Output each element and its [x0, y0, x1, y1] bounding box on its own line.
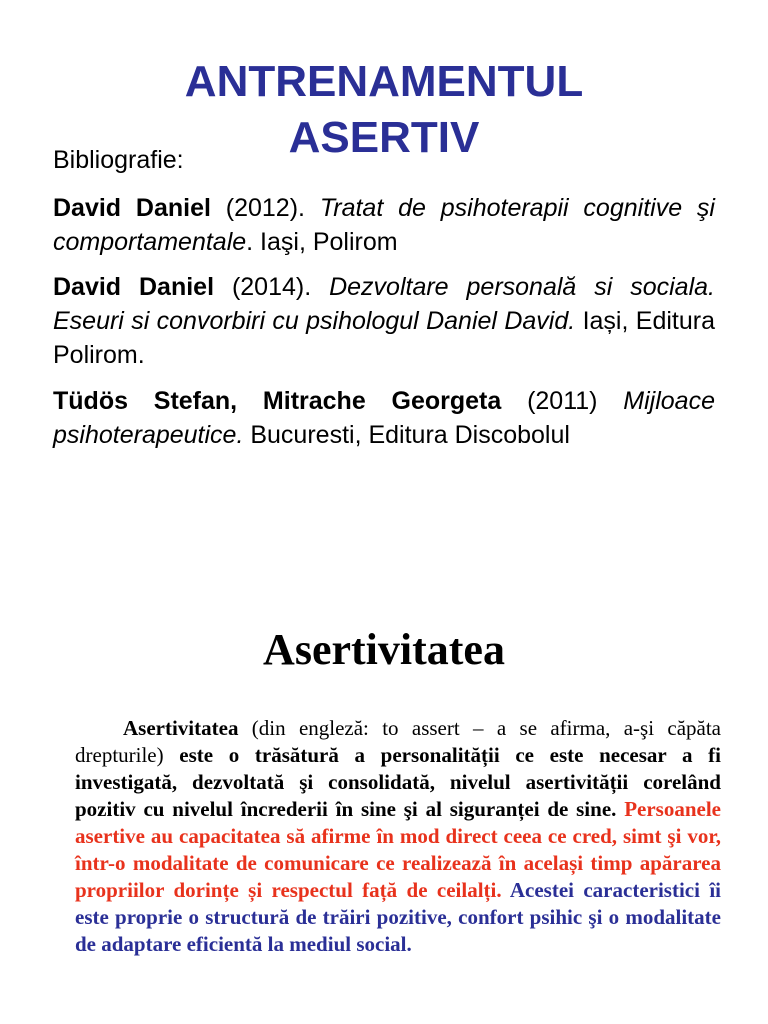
entry-title: Tratat de psihoterapii cognitive şi comportamentale — [53, 194, 715, 256]
bibliography-entry — [53, 270, 715, 372]
paragraph-red-highlight: Persoanele asertive au capacitatea să afirme în mod direct ceea ce cred, simt şi vor, într-o modalitate de comunicare ce realizează în același timp apărarea propriilor dorințe și respectul față de ceilalți. — [75, 797, 721, 902]
entry-year: (2012). — [210, 194, 320, 222]
bibliography-entry — [53, 191, 715, 259]
slide-heading: Asertivitatea — [263, 625, 505, 674]
entry-author: David Daniel — [53, 273, 215, 301]
slide-title-line1: ANTRENAMENTUL — [184, 57, 584, 106]
bibliography-entry — [53, 384, 715, 452]
definition-paragraph — [75, 715, 721, 958]
entry-title: Dezvoltare personală si sociala. Eseuri si convorbiri cu psihologul Daniel David. — [53, 273, 715, 335]
slide-assertiveness — [0, 512, 768, 1024]
entry-author: David Daniel — [53, 194, 211, 222]
entry-publisher: Iași, Editura Polirom. — [53, 307, 715, 369]
paragraph-blue-highlight: Acestei caracteristici îi este proprie o structură de trăiri pozitive, confort psihic şi o modalitate de adaptare eficientă la mediul social. — [75, 878, 721, 956]
entry-publisher: . Iaşi, Polirom — [246, 228, 398, 256]
entry-author: Tüdös Stefan, Mitrache Georgeta — [53, 387, 502, 415]
entry-year: (2011) — [501, 387, 624, 415]
entry-title: Mijloace psihoterapeutice. — [53, 387, 715, 449]
paragraph-etymology: (din engleză: to assert – a se afirma, a-şi căpăta drepturile) — [75, 716, 721, 767]
entry-year: (2014). — [214, 273, 330, 301]
slide-title-line2: ASERTIV — [288, 113, 480, 162]
paragraph-term: Asertivitatea — [123, 716, 239, 740]
paragraph-definition: este o trăsătură a personalității ce este necesar a fi investigată, dezvoltată şi consolidată, nivelul asertivității corelând pozitiv cu nivelul încrederii în sine şi al siguranței de sine. — [75, 743, 721, 821]
entry-publisher: Bucuresti, Editura Discobolul — [243, 421, 570, 449]
bibliography-label: Bibliografie: — [53, 146, 184, 174]
